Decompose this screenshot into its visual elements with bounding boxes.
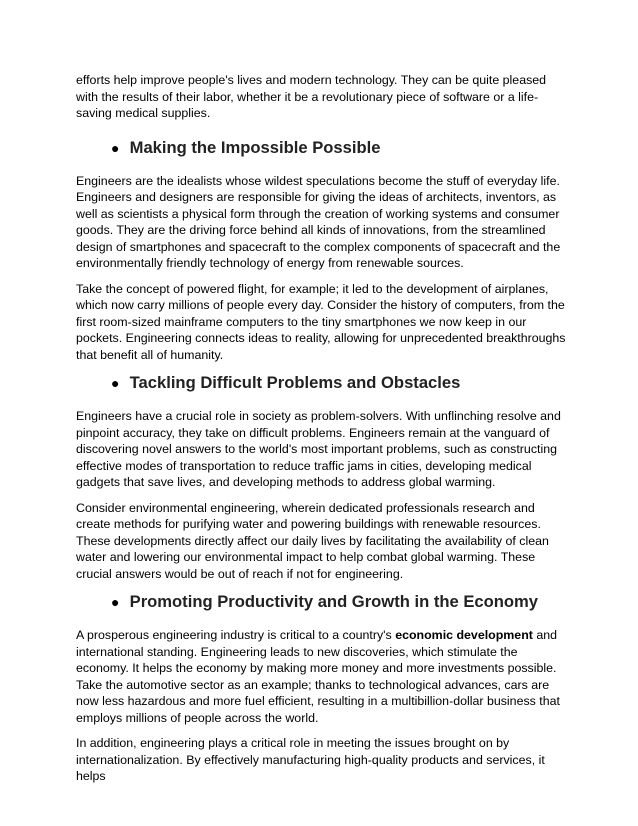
bullet-icon: ●	[111, 594, 120, 610]
section3-paragraph-1-end: and international standing. Engineering leads to new discoveries, which stimulate the economy. It helps the economy by making more money and more investments possible. Take the automotive sector as an example; thanks to technological advances, cars are now less hazardous and more fuel efficient, resulting in a multibillion-dollar business that employs millions of people across the world.	[76, 628, 560, 725]
section2-paragraph-2: Consider environmental engineering, wherein dedicated professionals research and create methods for purifying water and powering buildings with renewable resources. These developments directly affect our daily lives by facilitating the availability of clean water and lowering our environmental impact to help combat global warming. These crucial answers would be out of reach if not for engineering.	[76, 500, 549, 581]
section-heading-text: Tackling Difficult Problems and Obstacles	[129, 373, 461, 392]
section1-paragraph-2: Take the concept of powered flight, for example; it led to the development of airplanes, which now carry millions of people every day. Consider the history of computers, from the first room-sized mainframe computers to the tiny smartphones we now keep in our pockets. Engineering connects ideas to reality, allowing for unprecedented breakthroughs that benefit all of humanity.	[76, 281, 566, 362]
section3-paragraph-1-start: A prosperous engineering industry is critical to a country's	[76, 628, 396, 642]
section-heading-promoting-productivity	[76, 591, 566, 613]
bullet-icon: ●	[111, 375, 120, 391]
section3-paragraph-1	[76, 627, 566, 726]
intro-paragraph: efforts help improve people's lives and modern technology. They can be quite pleased with the results of their labor, whether it be a revolutionary piece of software or a life-saving medical supplies.	[76, 73, 547, 120]
economic-development-bold-text: economic development	[395, 628, 533, 642]
section-heading-tackling-problems	[76, 372, 566, 394]
bullet-icon: ●	[111, 139, 120, 156]
section-heading-text: Promoting Productivity and Growth in the Economy	[129, 592, 539, 611]
section1-paragraph-1: Engineers are the idealists whose wildest speculations become the stuff of everyday life. Engineers and designers are responsible for giving the ideas of architects, inventors, as well as scientists a physical form through the creation of working systems and consumer goods. They are the driving force behind all kinds of innovations, from the streamlined design of smartphones and spacecraft to the complex components of spacecraft and the environmentally friendly technology of energy from renewable sources.	[76, 173, 561, 270]
section3-paragraph-2: In addition, engineering plays a critical role in meeting the issues brought on by internationalization. By effectively manufacturing high-quality products and services, it helps	[76, 736, 545, 783]
section-heading-text: Making the Impossible Possible	[129, 137, 381, 157]
section2-paragraph-1: Engineers have a crucial role in society as problem-solvers. With unflinching resolve and pinpoint accuracy, they take on difficult problems. Engineers remain at the vanguard of discovering novel answers to the world's most important problems, such as constructing effective modes of transportation to reduce traffic jams in cities, developing medical gadgets that save lives, and developing methods to address global warming.	[76, 409, 561, 489]
document-page	[76, 72, 566, 794]
section-heading-making-impossible-possible	[76, 137, 566, 159]
